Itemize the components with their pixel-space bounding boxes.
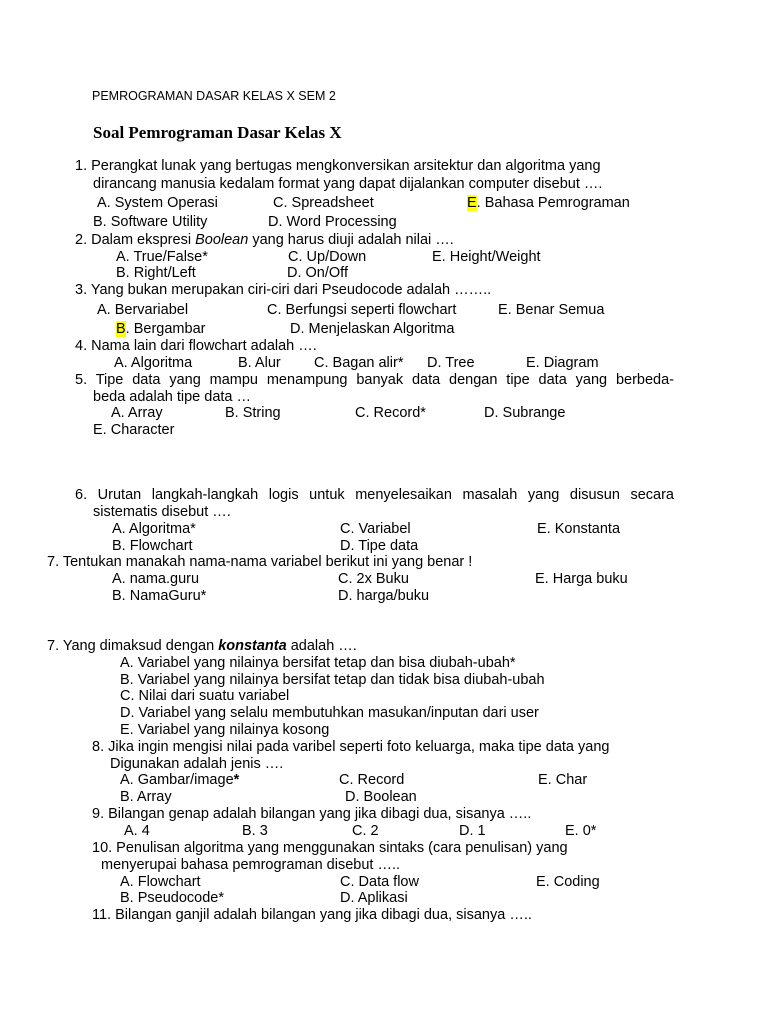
q1-option-b: B. Software Utility	[93, 214, 208, 230]
question-5-line-2: beda adalah tipe data …	[93, 389, 252, 405]
question-6-line-2: sistematis disebut ….	[93, 504, 231, 520]
q7a-option-c: C. 2x Buku	[338, 571, 409, 587]
q9-option-d: D. 1	[459, 823, 486, 839]
q7a-option-a: A. nama.guru	[112, 571, 200, 587]
question-6-line-1: 6. Urutan langkah-langkah logis untuk menyelesaikan masalah yang disusun secara	[75, 487, 674, 503]
q10-option-c: C. Data flow	[340, 874, 419, 890]
q7a-option-e: E. Harga buku	[535, 571, 628, 587]
q2-option-b: B. Right/Left	[116, 265, 196, 281]
q9-option-a: A. 4	[124, 823, 150, 839]
q2-option-a: A. True/False*	[116, 249, 208, 265]
question-7b: 7. Yang dimaksud dengan konstanta adalah ….	[47, 638, 357, 654]
q6-option-e: E. Konstanta	[537, 521, 621, 537]
q3-option-d: D. Menjelaskan Algoritma	[290, 321, 455, 337]
q5-option-c: C. Record*	[355, 405, 426, 421]
q2-option-d: D. On/Off	[287, 265, 348, 281]
q1-option-d: D. Word Processing	[268, 214, 397, 230]
q3-option-c: C. Berfungsi seperti flowchart	[267, 302, 457, 318]
question-8-line-1: 8. Jika ingin mengisi nilai pada varibel seperti foto keluarga, maka tipe data yang	[92, 739, 610, 755]
q7a-option-b: B. NamaGuru*	[112, 588, 207, 604]
q8-option-b: B. Array	[120, 789, 172, 805]
q1-option-e: E. Bahasa Pemrograman	[467, 195, 630, 211]
q6-option-a: A. Algoritma*	[112, 521, 196, 537]
q4-option-b: B. Alur	[238, 355, 281, 371]
question-4: 4. Nama lain dari flowchart adalah ….	[75, 338, 317, 354]
q9-option-b: B. 3	[242, 823, 268, 839]
q10-option-a: A. Flowchart	[120, 874, 201, 890]
q5-option-d: D. Subrange	[484, 405, 566, 421]
question-11: 11. Bilangan ganjil adalah bilangan yang jika dibagi dua, sisanya …..	[92, 907, 532, 923]
question-5-line-1: 5. Tipe data yang mampu menampung banyak data dengan tipe data yang berbeda-	[75, 372, 674, 388]
question-9: 9. Bilangan genap adalah bilangan yang jika dibagi dua, sisanya …..	[92, 806, 532, 822]
q4-option-a: A. Algoritma	[114, 355, 193, 371]
q5-option-e: E. Character	[93, 422, 175, 438]
q3-option-b: B. Bergambar	[116, 321, 206, 337]
q9-option-e: E. 0*	[565, 823, 597, 839]
question-3: 3. Yang bukan merupakan ciri-ciri dari Pseudocode adalah ……..	[75, 282, 492, 298]
document-header: PEMROGRAMAN DASAR KELAS X SEM 2	[92, 89, 336, 103]
q7b-option-a: A. Variabel yang nilainya bersifat tetap dan bisa diubah-ubah*	[120, 655, 516, 671]
q7b-option-b: B. Variabel yang nilainya bersifat tetap dan tidak bisa diubah-ubah	[120, 672, 545, 688]
answer-highlight: E	[467, 195, 477, 211]
q7b-option-d: D. Variabel yang selalu membutuhkan masukan/inputan dari user	[120, 705, 539, 721]
question-10-line-2: menyerupai bahasa pemrograman disebut …..	[101, 857, 401, 873]
q4-option-c: C. Bagan alir*	[314, 355, 404, 371]
q4-option-e: E. Diagram	[526, 355, 599, 371]
q4-option-d: D. Tree	[427, 355, 475, 371]
q1-option-c: C. Spreadsheet	[273, 195, 374, 211]
q5-option-a: A. Array	[111, 405, 163, 421]
q2-option-c: C. Up/Down	[288, 249, 367, 265]
q6-option-d: D. Tipe data	[340, 538, 419, 554]
q7b-option-e: E. Variabel yang nilainya kosong	[120, 722, 330, 738]
q8-option-d: D. Boolean	[345, 789, 417, 805]
q6-option-b: B. Flowchart	[112, 538, 193, 554]
q9-option-c: C. 2	[352, 823, 379, 839]
q3-option-e: E. Benar Semua	[498, 302, 605, 318]
q8-option-c: C. Record	[339, 772, 405, 788]
q7a-option-d: D. harga/buku	[338, 588, 430, 604]
question-10-line-1: 10. Penulisan algoritma yang menggunakan sintaks (cara penulisan) yang	[92, 840, 568, 856]
q7b-option-c: C. Nilai dari suatu variabel	[120, 688, 290, 704]
question-8-line-2: Digunakan adalah jenis ….	[110, 756, 284, 772]
answer-highlight: B	[116, 321, 126, 337]
q8-option-e: E. Char	[538, 772, 588, 788]
q8-option-a: A. Gambar/image*	[120, 772, 240, 788]
question-1-line-1: 1. Perangkat lunak yang bertugas mengkonversikan arsitektur dan algoritma yang	[75, 158, 601, 174]
q10-option-d: D. Aplikasi	[340, 890, 408, 906]
q5-option-b: B. String	[225, 405, 281, 421]
question-1-line-2: dirancang manusia kedalam format yang dapat dijalankan computer disebut ….	[93, 176, 603, 192]
q2-option-e: E. Height/Weight	[432, 249, 541, 265]
q6-option-c: C. Variabel	[340, 521, 411, 537]
q1-option-a: A. System Operasi	[97, 195, 218, 211]
question-2: 2. Dalam ekspresi Boolean yang harus diuji adalah nilai ….	[75, 232, 454, 248]
page-title: Soal Pemrograman Dasar Kelas X	[93, 123, 342, 142]
question-7a: 7. Tentukan manakah nama-nama variabel berikut ini yang benar !	[47, 554, 473, 570]
q10-option-b: B. Pseudocode*	[120, 890, 224, 906]
q10-option-e: E. Coding	[536, 874, 600, 890]
q3-option-a: A. Bervariabel	[97, 302, 189, 318]
